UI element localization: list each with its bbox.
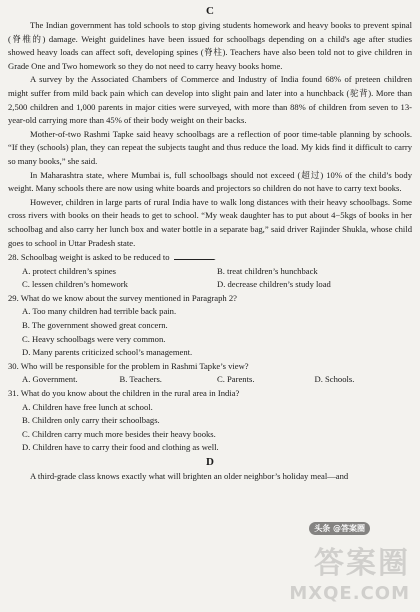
watermark-url: MXQE.COM bbox=[289, 583, 410, 604]
question-28-option-b: B. treat children’s hunchback bbox=[217, 265, 318, 276]
question-31-option-c: C. Children carry much more besides their heavy books. bbox=[22, 428, 216, 439]
watermark-badge: 头条 @答案圈 bbox=[309, 522, 370, 535]
question-29-option-b: B. The government showed great concern. bbox=[22, 320, 168, 331]
question-28-option-d: D. decrease children’s study load bbox=[217, 279, 331, 290]
question-28-option-a: A. protect children’s spines bbox=[22, 265, 117, 276]
question-29-option-d: D. Many parents criticized school’s management. bbox=[22, 347, 193, 358]
passage-c-paragraph-1: The Indian government has told schools to stop giving students homework and heavy books to prevent spinal (脊椎的) damage. Weight guidelines have been issued for schoolbags depending on a child's age after studies showed heavy loads can affect soft, developing spines (脊柱). Teachers have also been told not to give children in Grade One and Two homework so they do not need to carry heavy books home. bbox=[8, 20, 412, 71]
question-28: 28. Schoolbag weight is asked to be reduced to . bbox=[8, 252, 216, 263]
question-31-option-b: B. Children only carry their schoolbags. bbox=[22, 415, 160, 426]
passage-c-paragraph-3: Mother-of-two Rashmi Tapke said heavy schoolbags are a reflection of poor time-table planning by schools. “If they (schools) plan, they can repeat the subjects taught and thus reduce the load. My kids find it difficult to carry so many books,” she said. bbox=[8, 128, 412, 166]
question-30-option-b: B. Teachers. bbox=[119, 374, 162, 385]
watermark-logo bbox=[289, 524, 410, 604]
question-28-options-row-2 bbox=[8, 278, 412, 292]
question-30-option-c: C. Parents. bbox=[217, 374, 255, 385]
watermark-title: 答案圈 bbox=[314, 546, 410, 581]
question-29-option-c: C. Heavy schoolbags were very common. bbox=[22, 333, 166, 344]
question-30-option-d: D. Schools. bbox=[314, 374, 355, 385]
passage-d-first-line: A third-grade class knows exactly what will brighten an older neighbor’s holiday meal—and bbox=[30, 471, 349, 481]
section-d-heading: D bbox=[206, 456, 214, 468]
question-31-option-d: D. Children have to carry their food and clothing as well. bbox=[22, 442, 219, 453]
passage-c-paragraph-2: A survey by the Associated Chambers of Commerce and Industry of India found 68% of preteen children might suffer from mild back pain which can develop into slight pain and later into a hunchback (驼背). More than 2,500 children and 1,000 parents in major cities were surveyed, with more than 88% of children from seven to 13-year-old carrying more than 45% of their body weight on their backs. bbox=[8, 74, 412, 126]
question-29-option-a: A. Too many children had terrible back pain. bbox=[22, 306, 177, 317]
question-31-stem: 31. What do you know about the children in the rural area in India? bbox=[8, 388, 240, 399]
passage-c-paragraph-4: In Maharashtra state, where Mumbai is, full schoolbags should not exceed (超过) 10% of the child’s body weight. Many schools there are now using white boards and projectors so children do not have to carry text books. bbox=[8, 169, 412, 194]
answer-blank bbox=[174, 250, 214, 260]
question-30-stem: 30. Who will be responsible for the problem in Rashmi Tapke’s view? bbox=[8, 360, 249, 371]
passage-c-paragraph-5: However, children in large parts of rural India have to walk long distances with their heavy schoolbags. Some cross rivers with books on their heads to get to school. “My weak daughter has to put about 4−5kgs of books in her schoolbag and also carry her lunch box and water bottle in a separate bag,” said driver Rajinder Shukla, whose child goes to school in Uttar Pradesh state. bbox=[8, 196, 412, 248]
question-28-options-row-1 bbox=[8, 265, 412, 279]
question-30-option-a: A. Government. bbox=[22, 374, 78, 385]
question-31-option-a: A. Children have free lunch at school. bbox=[22, 401, 153, 412]
question-28-stem: 28. Schoolbag weight is asked to be reduced to bbox=[8, 252, 170, 263]
section-c-heading: C bbox=[206, 5, 214, 17]
question-29-stem: 29. What do we know about the survey mentioned in Paragraph 2? bbox=[8, 292, 237, 303]
question-28-option-c: C. lessen children’s homework bbox=[22, 279, 128, 290]
question-30-options-row bbox=[8, 373, 412, 387]
